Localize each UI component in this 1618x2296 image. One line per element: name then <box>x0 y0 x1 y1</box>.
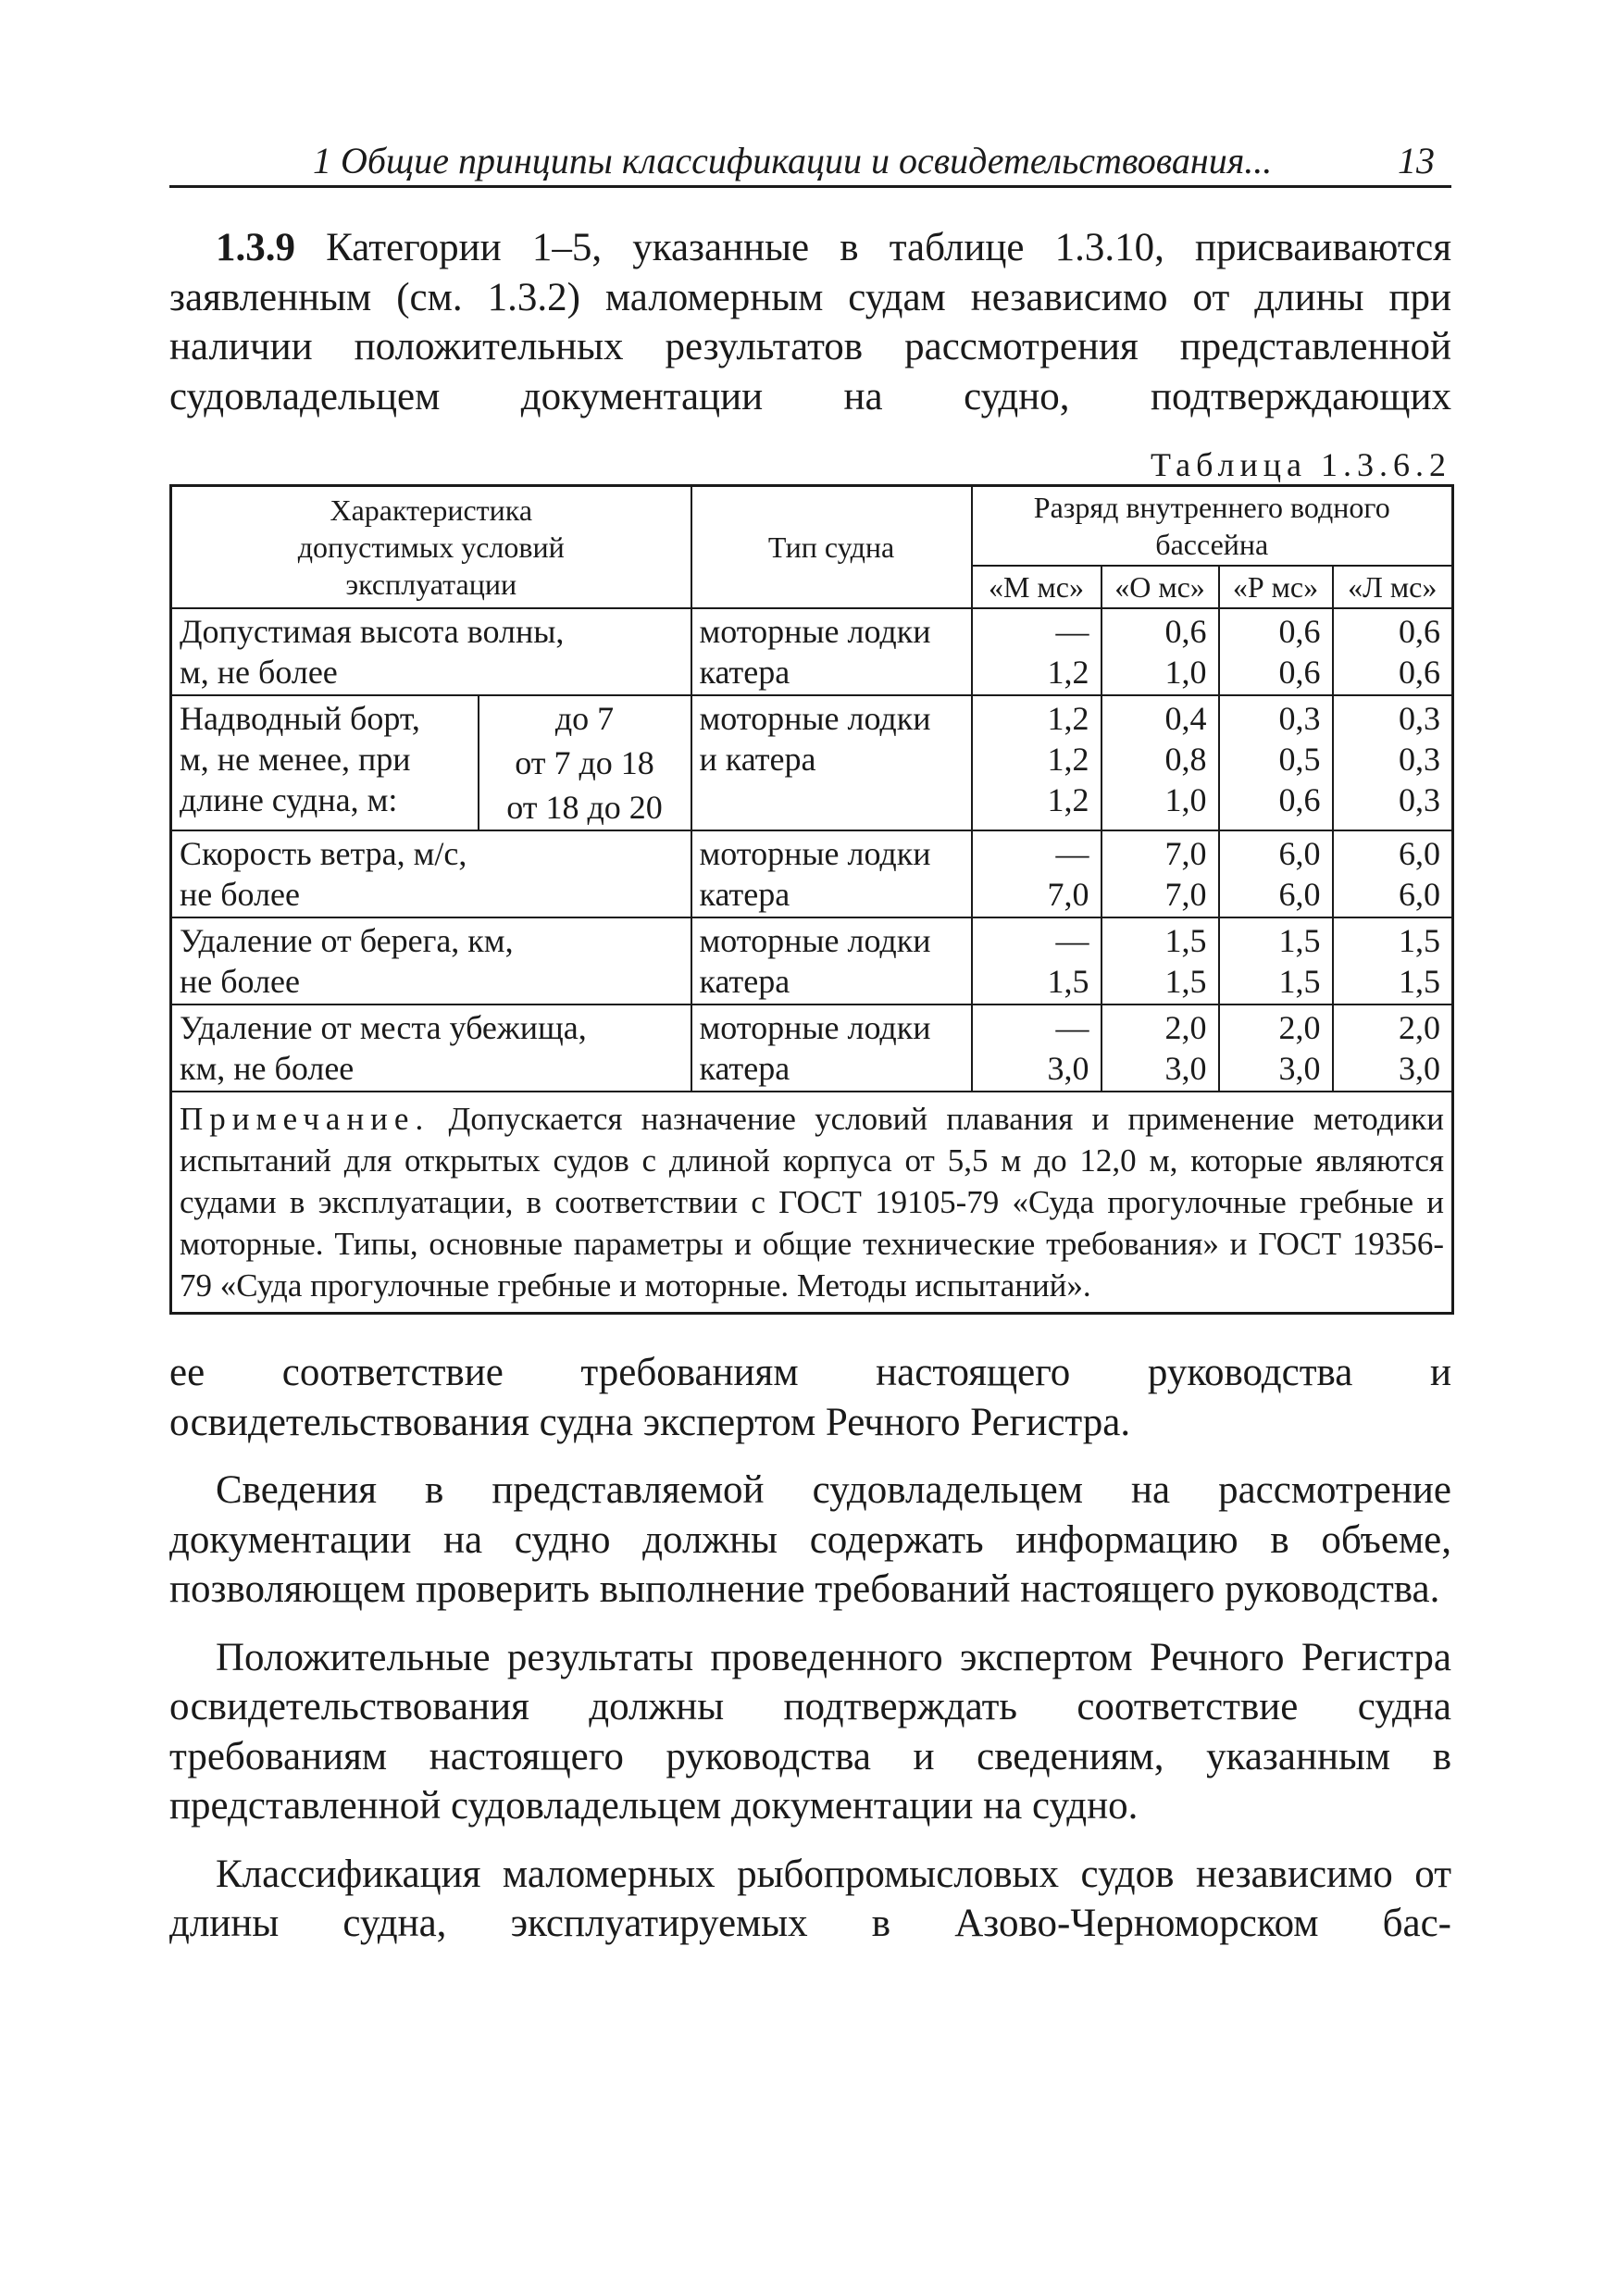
length-range: от 18 до 20 <box>479 785 691 830</box>
cell-value: 2,0 3,0 <box>1333 1004 1453 1092</box>
page-number: 13 <box>1398 140 1435 181</box>
running-head-title: 1 Общие принципы классификации и освидетельствования... <box>313 140 1273 181</box>
cell-value: 6,0 6,0 <box>1219 830 1333 917</box>
paragraph-3: Положительные результаты проведенного экспертом Речного Регистра освидетельствования должны подтверждать соответствие судна требованиям настоящего руководства и сведениям, указанным в представленной судовладельцем документации на судно. <box>169 1635 1451 1828</box>
cell-value: 0,4 0,8 1,0 <box>1101 695 1219 830</box>
document-page <box>169 139 1451 1949</box>
length-range: до 7 <box>479 695 691 741</box>
table-header-row <box>171 486 1453 567</box>
cell-value: 0,6 0,6 <box>1219 608 1333 695</box>
table-row-refuge <box>171 1004 1453 1092</box>
row-types-wave: моторные лодки катера <box>691 608 972 695</box>
table-note <box>171 1092 1453 1314</box>
cell-value: — 1,5 <box>972 917 1101 1004</box>
row-label-wind: Скорость ветра, м/с, не более <box>171 830 691 917</box>
paragraph-2: Сведения в представляемой судовладельцем на рассмотрение документации на судно должны содержать информацию в объеме, позволяющем проверить выполнение требований настоящего руководства. <box>169 1468 1451 1611</box>
row-types-shore: моторные лодки катера <box>691 917 972 1004</box>
cell-value: 0,6 0,6 <box>1333 608 1453 695</box>
header-class-m: «М мс» <box>972 566 1101 608</box>
cell-value: 0,6 1,0 <box>1101 608 1219 695</box>
header-vessel-type: Тип судна <box>691 486 972 609</box>
row-label-wave: Допустимая высота волны, м, не более <box>171 608 691 695</box>
cell-value: — 3,0 <box>972 1004 1101 1092</box>
row-label-shore: Удаление от берега, км, не более <box>171 917 691 1004</box>
conditions-table <box>169 484 1454 1315</box>
row-types-wind: моторные лодки катера <box>691 830 972 917</box>
header-basin: Разряд внутреннего водного бассейна <box>972 486 1453 567</box>
paragraph-4: Классификация маломерных рыбопромысловых судов независимо от длины судна, эксплуатируемых в Азово-Черноморском бас- <box>169 1852 1451 1945</box>
row-label-freeboard: Надводный борт, м, не менее, при длине судна, м: <box>171 695 479 830</box>
row-label-refuge: Удаление от места убежища, км, не более <box>171 1004 691 1092</box>
cell-value: 7,0 7,0 <box>1101 830 1219 917</box>
table-row-freeboard <box>171 695 1453 741</box>
table-note-row <box>171 1092 1453 1314</box>
section-number: 1.3.9 <box>216 226 295 269</box>
table-caption: Таблица 1.3.6.2 <box>1151 446 1451 483</box>
cell-value: 1,2 1,2 1,2 <box>972 695 1101 830</box>
length-range: от 7 до 18 <box>479 741 691 785</box>
note-label: Примечание. <box>180 1101 430 1137</box>
header-characteristic: Характеристика допустимых условий эксплуатации <box>171 486 691 609</box>
table-row-wave <box>171 608 1453 695</box>
header-class-o: «О мс» <box>1101 566 1219 608</box>
intro-text: Категории 1–5, указанные в таблице 1.3.10, присваиваются заявленным (см. 1.3.2) маломерным судам независимо от длины при наличии положительных результатов рассмотрения представленной судовладельцем документации на судно, подтверждающих <box>169 226 1452 418</box>
note-text: Допускается назначение условий плавания и применение методики испытаний для открытых судов с длиной корпуса от 5,5 м до 12,0 м, которые являются судами в эксплуатации, в соответствии с ГОСТ 19105-79 «Суда прогулочные гребные и моторные. Типы, основные параметры и общие технические требования» и ГОСТ 19356-79 «Суда прогулочные гребные и моторные. Методы испытаний». <box>180 1101 1445 1304</box>
cell-value: 2,0 3,0 <box>1219 1004 1333 1092</box>
cell-value: 0,3 0,3 0,3 <box>1333 695 1453 830</box>
header-class-l: «Л мс» <box>1333 566 1453 608</box>
table-row-wind <box>171 830 1453 917</box>
intro-paragraph <box>169 223 1451 421</box>
header-class-r: «Р мс» <box>1219 566 1333 608</box>
table-row-shore <box>171 917 1453 1004</box>
cell-value: 1,5 1,5 <box>1333 917 1453 1004</box>
row-types-freeboard: моторные лодки и катера <box>691 695 972 830</box>
cell-value: 0,3 0,5 0,6 <box>1219 695 1333 830</box>
row-types-refuge: моторные лодки катера <box>691 1004 972 1092</box>
cell-value: — 7,0 <box>972 830 1101 917</box>
cell-value: 2,0 3,0 <box>1101 1004 1219 1092</box>
cell-value: 6,0 6,0 <box>1333 830 1453 917</box>
paragraph-1: ее соответствие требованиям настоящего руководства и освидетельствования судна экспертом Речного Регистра. <box>169 1351 1451 1444</box>
running-head <box>169 139 1451 188</box>
body-text <box>169 1348 1451 1949</box>
cell-value: 1,5 1,5 <box>1101 917 1219 1004</box>
cell-value: 1,5 1,5 <box>1219 917 1333 1004</box>
cell-value: — 1,2 <box>972 608 1101 695</box>
